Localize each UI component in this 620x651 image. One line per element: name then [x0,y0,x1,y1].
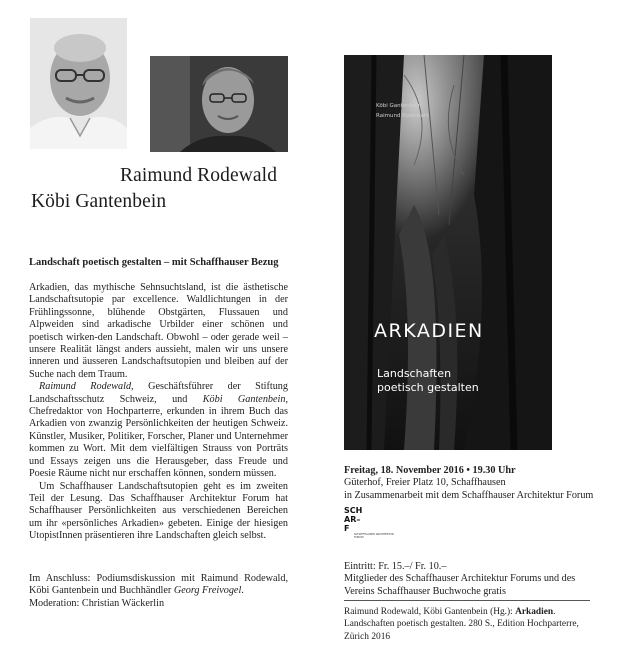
podium-line [29,573,288,598]
paragraph-schaffhausen: Um Schaffhauser Landschaftsutopien geht es im zweiten Teil der Lesung. Das Schaffhauser Architektur Forum hat Schaffhauser Persönlichkeiten aus verschiedenen Bereichen um ihr «persönliches Arkadien» gebeten. Einige der hiesigen UtopistInnen präsentieren ihre Landschaften gleich selbst. [29,480,288,542]
book-cover-author-2: Raimund Rodewald [376,113,429,119]
event-title: ARKADIEN [96,216,203,238]
editor-name-1: Raimund Rodewald [39,381,132,393]
logo-line-3: F [344,524,350,533]
paragraph-editors [29,381,288,480]
book-cover-authors [376,101,429,121]
book-cover-author-1: Köbi Gantenbein [376,103,422,109]
podium-text: Im Anschluss: Podiumsdiskussion mit Raimund Rodewald, Köbi Gantenbein und Buchhändler [29,573,288,597]
event-cooperation: in Zusammenarbeit mit dem Schaffhauser Architektur Forum [344,489,594,501]
portrait-raimund-rodewald [30,18,127,149]
portrait-koebi-gantenbein [150,56,288,152]
paragraph-intro: Arkadien, das mythische Sehnsuchtsland, ist die ästhetische Landschaftsutopie par excellence. Waldlichtungen in der Frühlingssonne, blühende Obstgärten, Flussauen und Alpweiden sind arkadische Urbilder einer schönen und poetisch wirken-den Landschaft. Obwohl – oder gerade weil – unsere Realität längst anders aussieht, malen wir uns unsere inneren und äusseren Landschaftsutopien und bleiben auf der Suche nach dem Traum. [29,282,288,380]
divider [344,600,590,601]
event-subtitle: Landschaft poetisch gestalten – mit Schaffhauser Bezug [29,257,279,268]
event-date: Freitag, 18. November 2016 • 19.30 Uhr [344,465,516,476]
logo-subtext: SCHAFFHAUSER ARCHITEKTUR FORUM [354,533,394,539]
paragraph-editors-text-b: , Chefredaktor von Hochparterre, erkunden in ihrem Buch das Arkadien von zwanzig Persönlichkeiten der heutigen Schweiz. Künstler, Musiker, Politiker, Forscher, Planer und Unternehmer kommen zu Wort. Mit dem vielfältigen Strauss von Porträts und Essays zeigen uns die Herausgeber, dass Freude und Poesie Räume nicht nur erschaffen können, sondern müssen. [29,393,289,480]
book-ref-authors: Raimund Rodewald, Köbi Gantenbein (Hg.): [344,607,516,617]
logo-line-1: SCH [344,506,363,515]
book-ref-title: Arkadien [515,607,554,617]
author-name-1: Raimund Rodewald [120,165,278,186]
editor-name-2: Köbi Gantenbein [202,393,286,405]
admission-info [344,561,584,598]
podium-end: . [241,585,244,597]
scharf-logo [344,506,404,544]
author-name-2: Köbi Gantenbein [31,191,167,212]
book-cover-subtitle-1: Landschaften [377,367,452,380]
event-details [344,465,593,502]
book-reference [344,606,594,643]
book-cover-title: ARKADIEN [374,320,484,342]
event-venue: Güterhof, Freier Platz 10, Schaffhausen [344,477,506,489]
admission-free: Mitglieder des Schaffhauser Architektur Forums und des Vereins Schaffhauser Buchwoche gratis [344,573,576,597]
description-text [29,282,288,543]
closing-text [29,573,288,610]
book-ref-details: . Landschaften poetisch gestalten. 280 S., Edition Hochparterre, Zürich 2016 [344,607,579,642]
paragraph-editors-text-a: , Geschäftsführer der Stiftung Landschaftsschutz Schweiz, und [29,381,288,405]
book-cover-subtitle [377,367,479,395]
moderation-line: Moderation: Christian Wäckerlin [29,597,165,609]
bookseller-name: Georg Freivogel [173,585,242,597]
logo-line-2: AR– [344,515,361,524]
admission-price: Eintritt: Fr. 15.–/ Fr. 10.– [344,561,447,572]
book-cover-subtitle-2: poetisch gestalten [377,381,479,394]
book-cover [344,55,552,450]
